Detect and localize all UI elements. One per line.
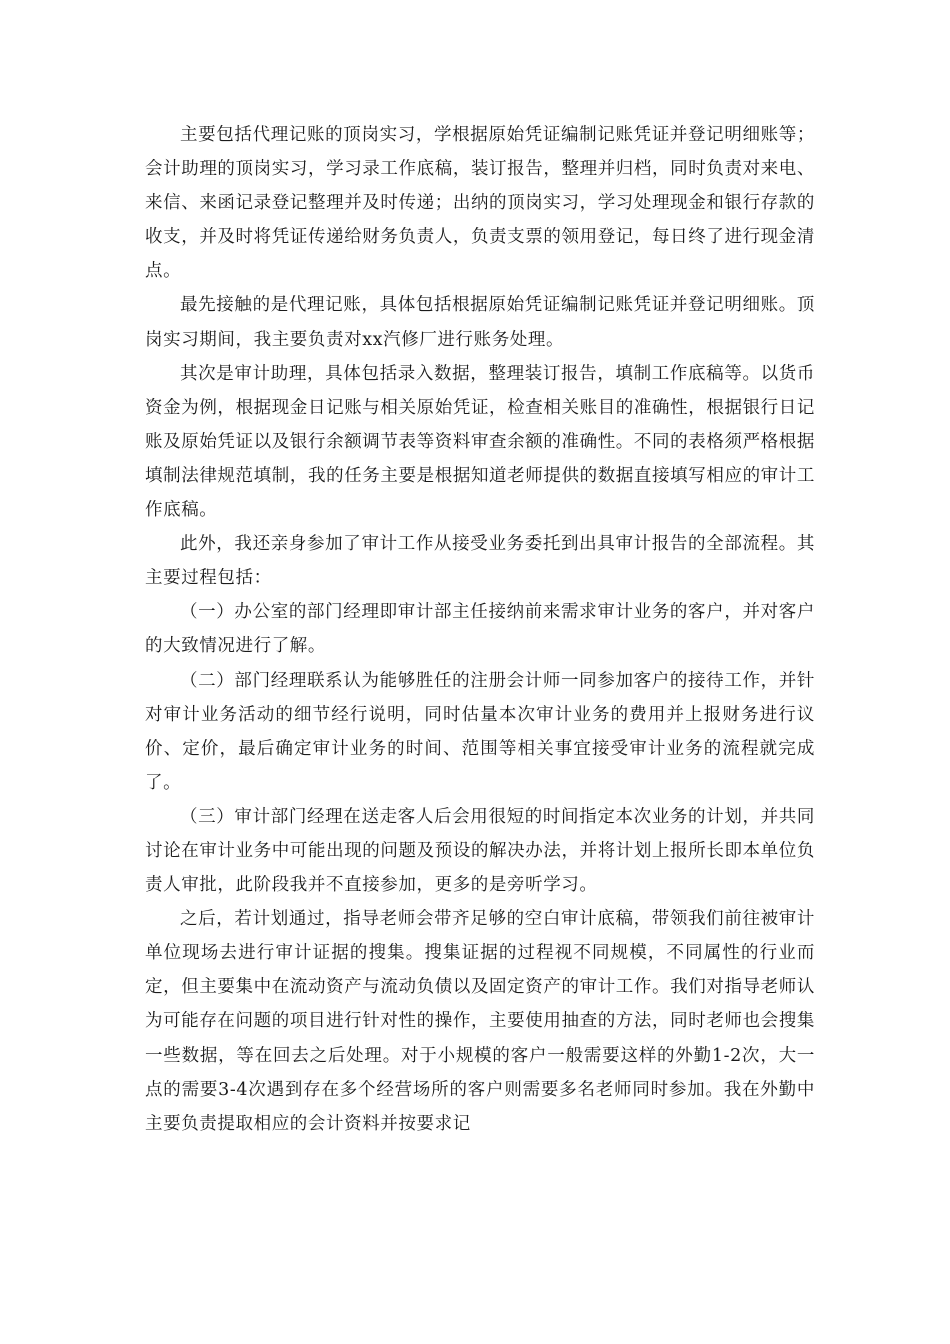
document-body bbox=[145, 118, 815, 1141]
paragraph-audit-process-intro: 此外，我还亲身参加了审计工作从接受业务委托到出具审计报告的全部流程。其主要过程包括： bbox=[145, 534, 815, 589]
paragraph-step-three: （三）审计部门经理在送走客人后会用很短的时间指定本次业务的计划，并共同讨论在审计业务中可能出现的问题及预设的解决办法，并将计划上报所长即本单位负责人审批，此阶段我并不直接参加，更多的是旁听学习。 bbox=[145, 806, 815, 896]
paragraph-audit-assistant: 其次是审计助理，具体包括录入数据，整理装订报告，填制工作底稿等。以货币资金为例，根据现金日记账与相关原始凭证，检查相关账目的准确性，根据银行日记账及原始凭证以及银行余额调节表等资料审查余额的准确性。不同的表格须严格根据填制法律规范填制，我的任务主要是根据知道老师提供的数据直接填写相应的审计工作底稿。 bbox=[145, 363, 815, 521]
paragraph-bookkeeping: 最先接触的是代理记账，具体包括根据原始凭证编制记账凭证并登记明细账。顶岗实习期间，我主要负责对xx汽修厂进行账务处理。 bbox=[145, 295, 815, 350]
paragraph-fieldwork: 之后，若计划通过，指导老师会带齐足够的空白审计底稿，带领我们前往被审计单位现场去进行审计证据的搜集。搜集证据的过程视不同规模，不同属性的行业而定，但主要集中在流动资产与流动负债以及固定资产的审计工作。我们对指导老师认为可能存在问题的项目进行针对性的操作，主要使用抽查的方法，同时老师也会搜集一些数据，等在回去之后处理。对于小规模的客户一般需要这样的外勤1-2次，大一点的需要3-4次遇到存在多个经营场所的客户则需要多名老师同时参加。我在外勤中主要负责提取相应的会计资料并按要求记 bbox=[145, 909, 815, 1134]
paragraph-step-one: （一）办公室的部门经理即审计部主任接纳前来需求审计业务的客户，并对客户的大致情况进行了解。 bbox=[145, 602, 815, 657]
paragraph-internship-duties: 主要包括代理记账的顶岗实习，学根据原始凭证编制记账凭证并登记明细账等；会计助理的顶岗实习，学习录工作底稿，装订报告，整理并归档，同时负责对来电、来信、来函记录登记整理并及时传递；出纳的顶岗实习，学习处理现金和银行存款的收支，并及时将凭证传递给财务负责人，负责支票的领用登记，每日终了进行现金清点。 bbox=[145, 125, 815, 282]
paragraph-step-two: （二）部门经理联系认为能够胜任的注册会计师一同参加客户的接待工作，并针对审计业务活动的细节经行说明，同时估量本次审计业务的费用并上报财务进行议价、定价，最后确定审计业务的时间、范围等相关事宜接受审计业务的流程就完成了。 bbox=[145, 670, 815, 793]
